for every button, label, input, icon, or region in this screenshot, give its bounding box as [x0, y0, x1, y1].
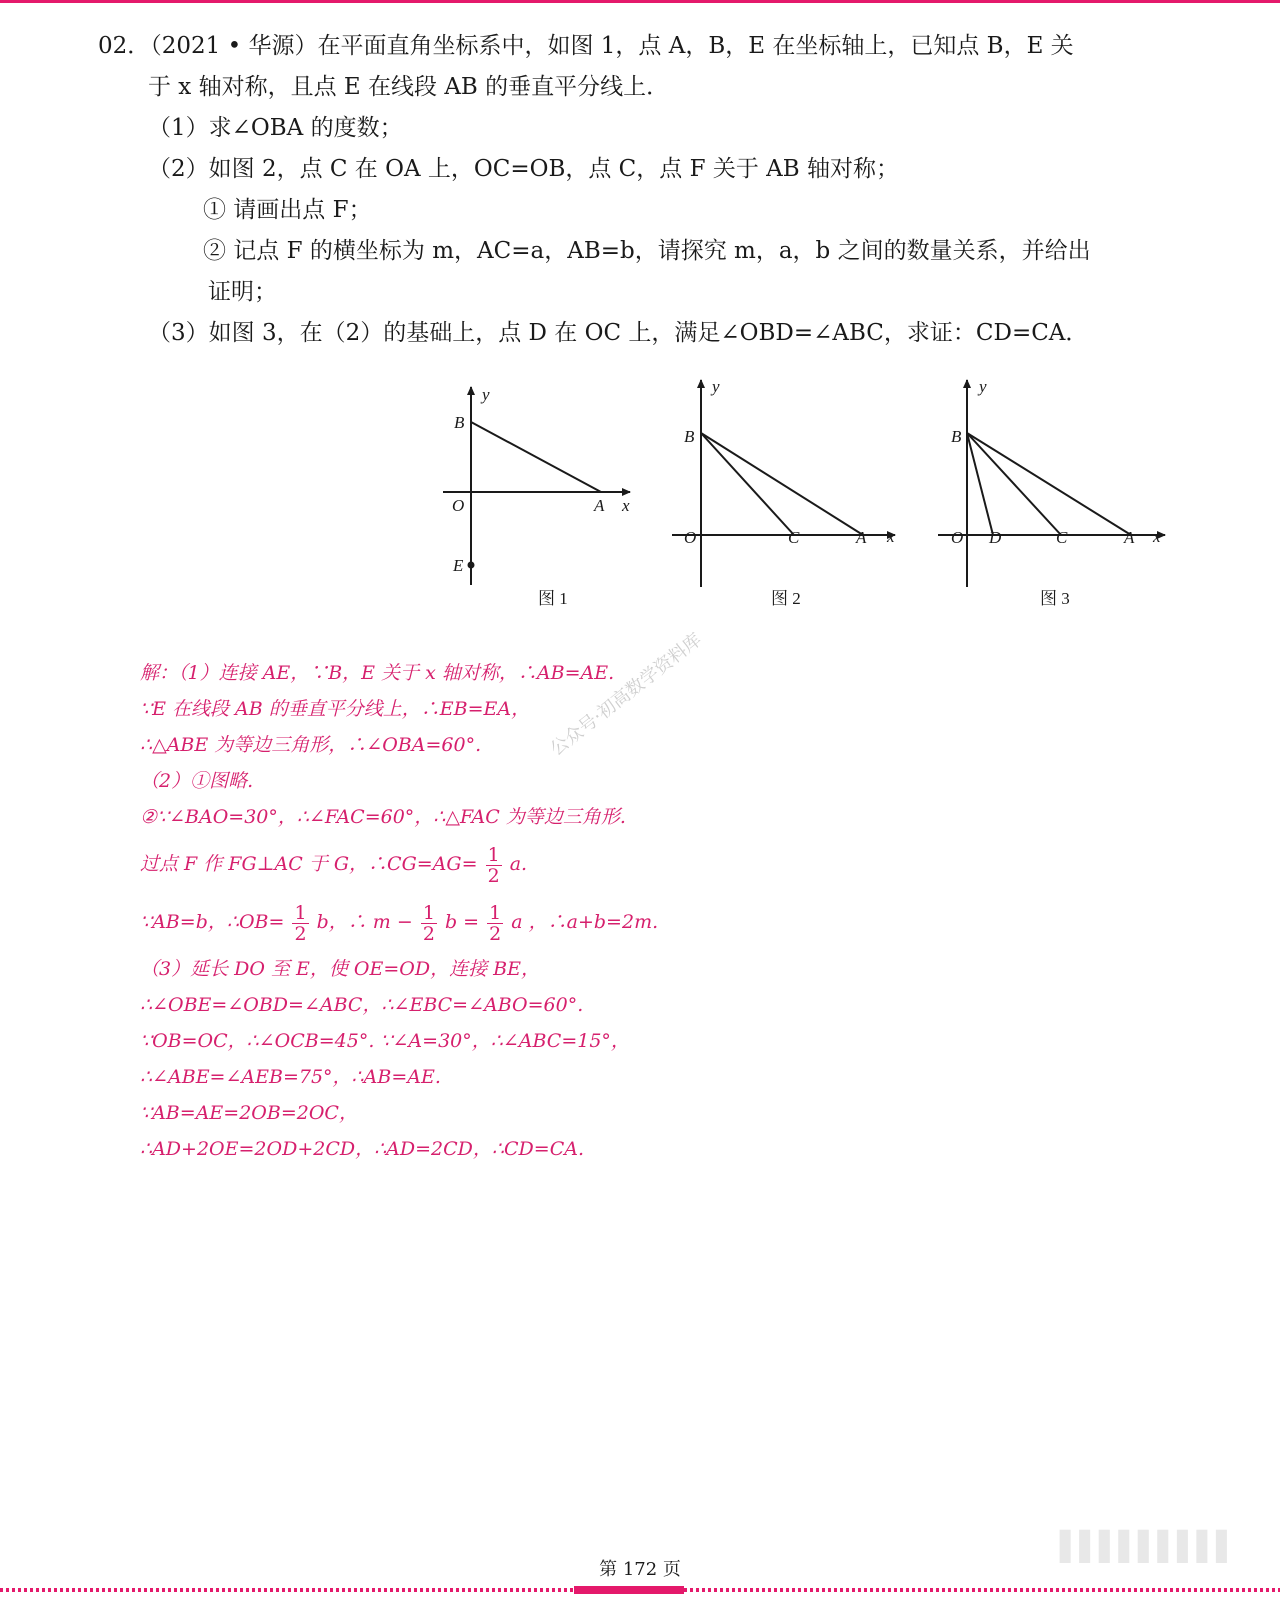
solution-line-7-part-c: b = [444, 911, 480, 933]
solution-line-6 [140, 835, 900, 893]
fraction-half [486, 845, 502, 886]
fraction-numerator: 1 [489, 901, 502, 924]
problem-part-2-sub-1: ① 请画出点 F； [203, 197, 372, 223]
figure-2 [672, 377, 895, 608]
figures-svg [0, 375, 1280, 635]
corner-watermark-logo: ▌▌▌▌▌▌▌▌▌ [1060, 1530, 1236, 1563]
problem-line-1: 02．（2021 • 华源）在平面直角坐标系中，如图 1，点 A，B，E 在坐标轴上，已知点 B，E 关 [98, 33, 1074, 59]
fig2-label-y: y [712, 377, 720, 396]
fraction-numerator: 1 [294, 901, 307, 924]
fraction-denominator: 2 [422, 922, 435, 945]
fraction-denominator: 2 [487, 864, 500, 887]
solution [140, 655, 900, 1167]
solution-line-10: ∵OB=OC，∴∠OCB=45°. ∵∠A=30°，∴∠ABC=15°， [140, 1030, 630, 1052]
problem-part-1: （1）求∠OBA 的度数； [148, 115, 403, 141]
solution-line-9: ∴∠OBE=∠OBD=∠ABC，∴∠EBC=∠ABO=60°. [140, 994, 584, 1016]
fig1-caption: 图 1 [538, 589, 568, 608]
solution-line-3: ∴△ABE 为等边三角形，∴∠OBA=60°. [140, 734, 482, 756]
fig2-label-b: B [684, 427, 695, 446]
fraction-denominator: 2 [489, 922, 502, 945]
solution-line-7-part-b: b，∴ m − [316, 911, 413, 933]
fig3-segment-ba [967, 433, 1131, 535]
problem-part-3: （3）如图 3，在（2）的基础上，点 D 在 OC 上，满足∠OBD=∠ABC，求证：CD=CA． [148, 320, 1089, 346]
fig3-segment-bc [967, 433, 1061, 535]
solution-line-6-text: 过点 F 作 FG⊥AC 于 G，∴CG=AG= [140, 853, 478, 875]
solution-line-13: ∴AD+2OE=2OD+2CD，∴AD=2CD，∴CD=CA. [140, 1138, 584, 1160]
fig2-label-a: A [856, 528, 867, 547]
problem-part-2-sub-2-cont: 证明； [208, 279, 277, 305]
fig2-caption: 图 2 [771, 589, 801, 608]
fig3-label-d: D [989, 528, 1002, 547]
fig1-segment-ba [471, 422, 601, 492]
solution-line-7-part-d: a ，∴a+b=2m. [511, 911, 659, 933]
fraction-half [487, 903, 503, 944]
fig3-caption: 图 3 [1040, 589, 1070, 608]
fig1-label-o: O [452, 496, 465, 515]
fraction-denominator: 2 [294, 922, 307, 945]
page-number: 第 172 页 [599, 1559, 681, 1580]
fraction-half [292, 903, 308, 944]
fig1-label-x: x [622, 496, 630, 515]
footer-accent-bar [574, 1586, 684, 1594]
figure-3 [938, 377, 1165, 608]
fig2-segment-bc [701, 433, 794, 535]
fig1-label-a: A [594, 496, 605, 515]
fraction-half [421, 903, 437, 944]
solution-line-4: （2）①图略. [140, 770, 254, 792]
problem-line-2: 于 x 轴对称，且点 E 在线段 AB 的垂直平分线上． [148, 74, 670, 100]
fig1-point-e [469, 563, 474, 568]
solution-line-12: ∵AB=AE=2OB=2OC， [140, 1102, 358, 1124]
watermark: 公众号·初高数学资料库 [546, 629, 706, 761]
solution-line-5: ②∵∠BAO=30°，∴∠FAC=60°，∴△FAC 为等边三角形. [140, 806, 626, 828]
fraction-numerator: 1 [422, 901, 435, 924]
solution-line-1: 解：（1）连接 AE，∵B，E 关于 x 轴对称，∴AB=AE. [140, 662, 615, 684]
fig1-label-y: y [482, 385, 490, 404]
fig2-label-o: O [684, 528, 697, 547]
fraction-numerator: 1 [487, 843, 500, 866]
solution-line-2: ∵E 在线段 AB 的垂直平分线上，∴EB=EA， [140, 698, 531, 720]
fig3-label-o: O [951, 528, 964, 547]
solution-line-7 [140, 893, 900, 951]
solution-line-6-tail: a. [509, 853, 528, 875]
solution-line-7-part-a: ∵AB=b，∴OB= [140, 911, 285, 933]
fig1-label-e: E [453, 556, 464, 575]
problem-statement [98, 26, 1158, 354]
fig3-label-y: y [979, 377, 987, 396]
fig3-label-b: B [951, 427, 962, 446]
problem-part-2: （2）如图 2，点 C 在 OA 上，OC=OB，点 C，点 F 关于 AB 轴对称； [148, 156, 899, 182]
figure-1 [443, 385, 630, 608]
fig3-label-x: x [1153, 527, 1161, 546]
fig2-label-x: x [887, 527, 895, 546]
fig1-label-b: B [454, 413, 465, 432]
problem-part-2-sub-2: ② 记点 F 的横坐标为 m，AC=a，AB=b，请探究 m，a，b 之间的数量关系，并给出 [203, 238, 1091, 264]
fig2-segment-ba [701, 433, 863, 535]
solution-line-11: ∴∠ABE=∠AEB=75°，∴AB=AE. [140, 1066, 441, 1088]
figures [0, 375, 1280, 635]
solution-line-8: （3）延长 DO 至 E，使 OE=OD，连接 BE， [140, 958, 540, 980]
fig2-label-c: C [788, 528, 800, 547]
top-rule [0, 0, 1280, 3]
fig3-label-c: C [1056, 528, 1068, 547]
fig3-label-a: A [1124, 528, 1135, 547]
